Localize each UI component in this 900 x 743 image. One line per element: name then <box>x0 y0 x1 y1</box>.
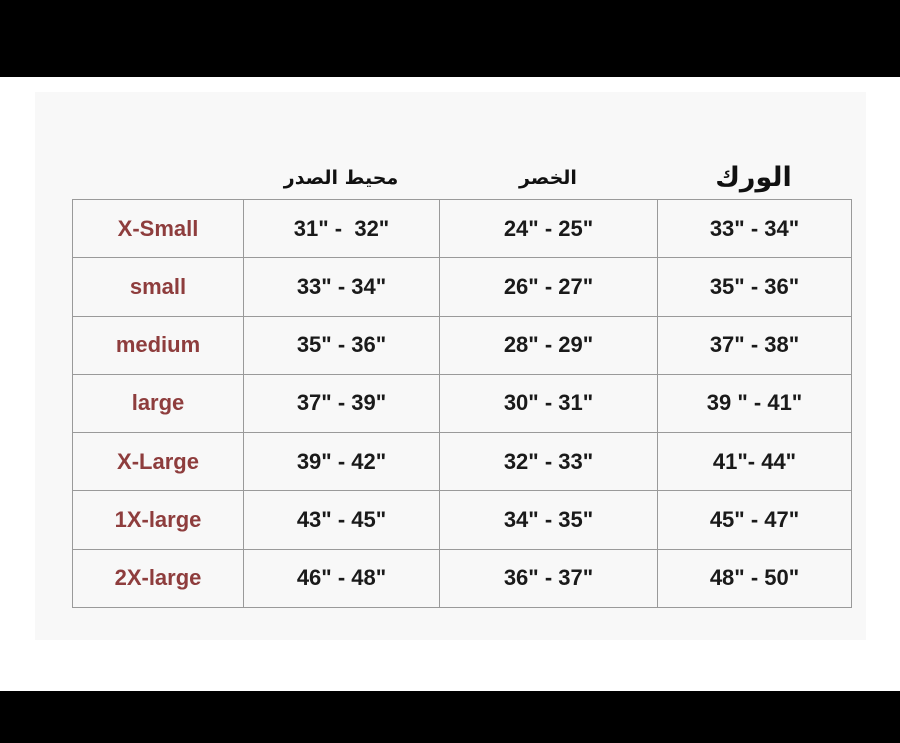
table-row <box>73 549 852 607</box>
table-row <box>73 200 852 258</box>
hip-value: 48" - 50" <box>658 549 852 607</box>
waist-value: 36" - 37" <box>440 549 658 607</box>
chest-value: 31" - 32" <box>244 200 440 258</box>
size-label: X-Large <box>73 433 244 491</box>
header-hip: الورك <box>715 162 792 193</box>
table-row <box>73 316 852 374</box>
size-label: medium <box>73 316 244 374</box>
chest-value: 35" - 36" <box>244 316 440 374</box>
table-row <box>73 374 852 432</box>
size-label: X-Small <box>73 200 244 258</box>
size-label: 1X-large <box>73 491 244 549</box>
chest-value: 37" - 39" <box>244 374 440 432</box>
hip-value: 45" - 47" <box>658 491 852 549</box>
hip-value: 39 " - 41" <box>658 374 852 432</box>
chest-value: 43" - 45" <box>244 491 440 549</box>
waist-value: 24" - 25" <box>440 200 658 258</box>
waist-value: 34" - 35" <box>440 491 658 549</box>
waist-value: 30" - 31" <box>440 374 658 432</box>
chest-value: 46" - 48" <box>244 549 440 607</box>
hip-value: 37" - 38" <box>658 316 852 374</box>
waist-value: 28" - 29" <box>440 316 658 374</box>
chest-value: 33" - 34" <box>244 258 440 316</box>
size-label: 2X-large <box>73 549 244 607</box>
hip-value: 33" - 34" <box>658 200 852 258</box>
hip-value: 35" - 36" <box>658 258 852 316</box>
size-label: small <box>73 258 244 316</box>
column-headers <box>72 158 850 198</box>
header-chest: محيط الصدر <box>283 167 399 189</box>
waist-value: 26" - 27" <box>440 258 658 316</box>
table-row <box>73 433 852 491</box>
size-table <box>72 199 852 608</box>
chest-value: 39" - 42" <box>244 433 440 491</box>
waist-value: 32" - 33" <box>440 433 658 491</box>
hip-value: 41"- 44" <box>658 433 852 491</box>
header-waist: الخصر <box>519 167 577 189</box>
table-row <box>73 258 852 316</box>
table-row <box>73 491 852 549</box>
size-label: large <box>73 374 244 432</box>
